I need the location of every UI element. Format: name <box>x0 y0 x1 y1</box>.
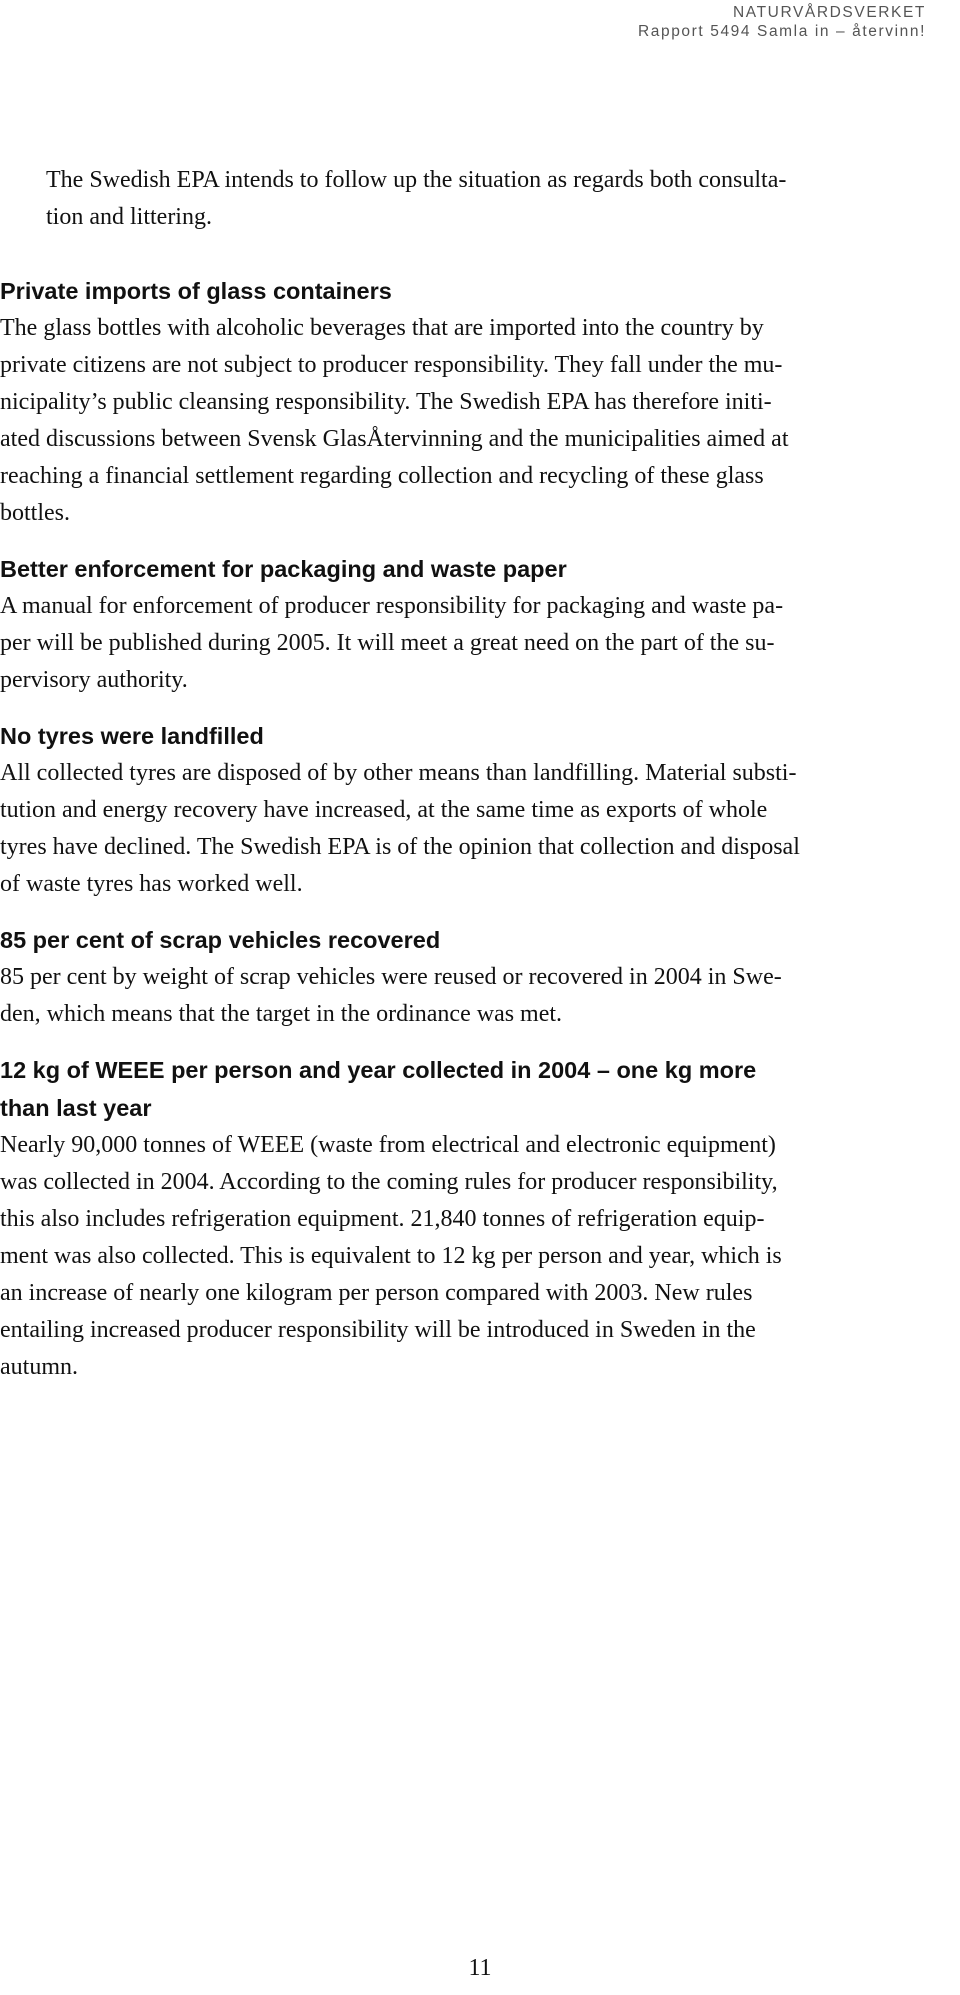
section-paragraph <box>0 588 960 699</box>
text-line: this also includes refrigeration equipment. 21,840 tonnes of refrigeration equip- <box>0 1206 765 1232</box>
section-heading: 85 per cent of scrap vehicles recovered <box>0 927 441 953</box>
page-number: 11 <box>468 1955 492 1981</box>
text-line: was collected in 2004. According to the coming rules for producer responsibility, <box>0 1169 778 1195</box>
text-line: ment was also collected. This is equivalent to 12 kg per person and year, which is <box>0 1243 782 1269</box>
text-line: ated discussions between Svensk GlasÅtervinning and the municipalities aimed at <box>0 426 789 452</box>
text-line: tyres have declined. The Swedish EPA is of the opinion that collection and disposal <box>0 834 800 860</box>
section-glass-imports <box>0 272 960 532</box>
text-line: entailing increased producer responsibility will be introduced in Sweden in the <box>0 1317 756 1343</box>
text-line: The glass bottles with alcoholic beverages that are imported into the country by <box>0 315 764 341</box>
section-weee <box>0 1051 960 1386</box>
section-heading: 12 kg of WEEE per person and year collected in 2004 – one kg more <box>0 1057 757 1083</box>
header-report-title: Rapport 5494 Samla in – återvinn! <box>637 23 926 40</box>
document-body <box>0 162 960 1386</box>
text-line: pervisory authority. <box>0 667 188 693</box>
text-line: tution and energy recovery have increased, at the same time as exports of whole <box>0 797 768 823</box>
text-line: 85 per cent by weight of scrap vehicles were reused or recovered in 2004 in Swe- <box>0 964 782 990</box>
section-enforcement <box>0 550 960 699</box>
text-line: an increase of nearly one kilogram per person compared with 2003. New rules <box>0 1280 753 1306</box>
section-heading: than last year <box>0 1095 152 1121</box>
text-line: tion and littering. <box>46 204 212 230</box>
text-line: nicipality’s public cleansing responsibility. The Swedish EPA has therefore initi- <box>0 389 772 415</box>
page-header <box>638 3 926 41</box>
text-line: den, which means that the target in the ordinance was met. <box>0 1001 563 1027</box>
text-line: reaching a financial settlement regarding collection and recycling of these glass <box>0 463 764 489</box>
text-line: per will be published during 2005. It will meet a great need on the part of the su- <box>0 630 775 656</box>
text-line: Nearly 90,000 tonnes of WEEE (waste from electrical and electronic equipment) <box>0 1132 776 1158</box>
section-paragraph <box>0 959 960 1033</box>
text-line: A manual for enforcement of producer responsibility for packaging and waste pa- <box>0 593 784 619</box>
text-line: private citizens are not subject to producer responsibility. They fall under the mu- <box>0 352 783 378</box>
text-line: autumn. <box>0 1354 78 1380</box>
section-paragraph <box>0 755 960 903</box>
text-line: of waste tyres has worked well. <box>0 871 303 897</box>
section-tyres <box>0 717 960 903</box>
text-line: bottles. <box>0 500 70 526</box>
section-paragraph <box>0 1127 960 1386</box>
text-line: All collected tyres are disposed of by other means than landfilling. Material substi- <box>0 760 797 786</box>
header-org: NATURVÅRDSVERKET <box>733 4 926 21</box>
section-paragraph <box>0 310 960 532</box>
text-line: The Swedish EPA intends to follow up the situation as regards both consulta- <box>46 167 787 193</box>
section-heading: Private imports of glass containers <box>0 278 392 304</box>
intro-paragraph <box>0 162 960 236</box>
section-heading: Better enforcement for packaging and waste paper <box>0 556 567 582</box>
section-scrap-vehicles <box>0 921 960 1033</box>
section-heading: No tyres were landfilled <box>0 723 264 749</box>
